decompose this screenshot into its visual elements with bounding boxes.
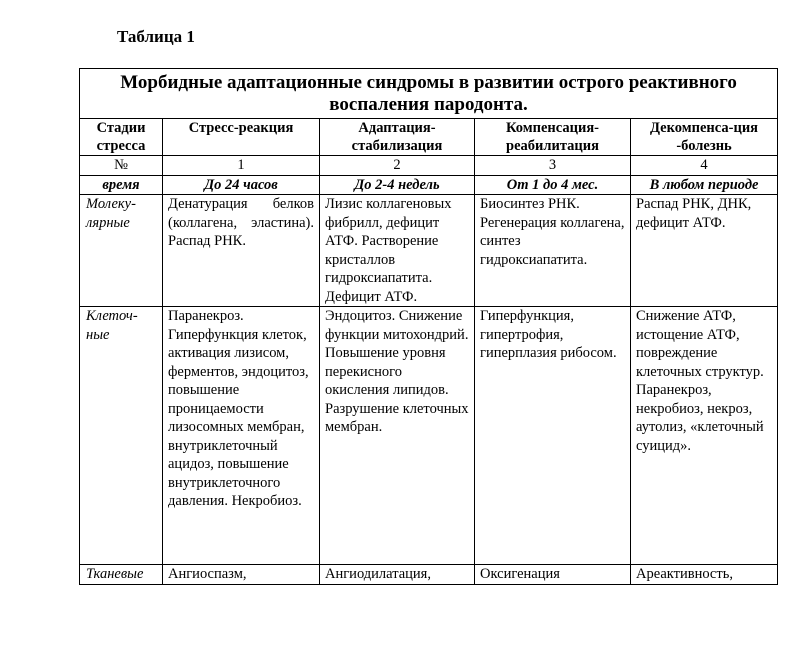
level-cell: Тканевые	[80, 565, 163, 585]
level-cell: Клеточ-ные	[80, 307, 163, 565]
header-cell: Компенсация-реабилитация	[475, 119, 631, 156]
number-cell: 2	[320, 156, 475, 176]
table-title: Морбидные адаптационные синдромы в развитии острого реактивного воспаления пародонта.	[80, 69, 778, 119]
time-cell: От 1 до 4 мес.	[475, 175, 631, 195]
table-row	[80, 307, 778, 565]
table-caption: Таблица 1	[117, 27, 195, 46]
header-cell: Стресс-реакция	[163, 119, 320, 156]
time-cell: время	[80, 175, 163, 195]
table-cell: Ангиоспазм,	[163, 565, 320, 585]
table-cell: Паранекроз. Гиперфункция клеток, активация лизисом, ферментов, эндоцитоз, повышение проницаемости лизосомных мембран, внутриклеточный ацидоз, повышение внутриклеточного давления. Некробиоз.	[163, 307, 320, 565]
table-cell: Оксигенация	[475, 565, 631, 585]
table-row	[80, 565, 778, 585]
number-cell: 4	[631, 156, 778, 176]
number-cell: 3	[475, 156, 631, 176]
number-cell: №	[80, 156, 163, 176]
table-cell: Лизис коллагеновых фибрилл, дефицит АТФ. Растворение кристаллов гидроксиапатита. Дефицит АТФ.	[320, 195, 475, 307]
table-cell: Ангиодилатация,	[320, 565, 475, 585]
table-cell: Биосинтез РНК. Регенерация коллагена, синтез гидроксиапатита.	[475, 195, 631, 307]
header-cell: Стадии стресса	[80, 119, 163, 156]
table-row	[80, 195, 778, 307]
table-cell: Снижение АТФ, истощение АТФ, повреждение клеточных структур. Паранекроз, некробиоз, некроз, аутолиз, «клеточный суицид».	[631, 307, 778, 565]
table-cell: Эндоцитоз. Снижение функции митохондрий. Повышение уровня перекисного окисления липидов. Разрушение клеточных мембран.	[320, 307, 475, 565]
syndromes-table	[79, 68, 778, 585]
level-cell: Молеку-лярные	[80, 195, 163, 307]
time-cell: В любом периоде	[631, 175, 778, 195]
header-row	[80, 119, 778, 156]
table-cell: Денатурация белков (коллагена, эластина). Распад РНК.	[163, 195, 320, 307]
time-row	[80, 175, 778, 195]
number-row	[80, 156, 778, 176]
number-cell: 1	[163, 156, 320, 176]
table-cell: Распад РНК, ДНК, дефицит АТФ.	[631, 195, 778, 307]
header-cell: Адаптация-стабилизация	[320, 119, 475, 156]
table-cell: Ареактивность,	[631, 565, 778, 585]
table-cell: Гиперфункция, гипертрофия, гиперплазия рибосом.	[475, 307, 631, 565]
header-cell: Декомпенса-ция -болезнь	[631, 119, 778, 156]
time-cell: До 24 часов	[163, 175, 320, 195]
time-cell: До 2-4 недель	[320, 175, 475, 195]
